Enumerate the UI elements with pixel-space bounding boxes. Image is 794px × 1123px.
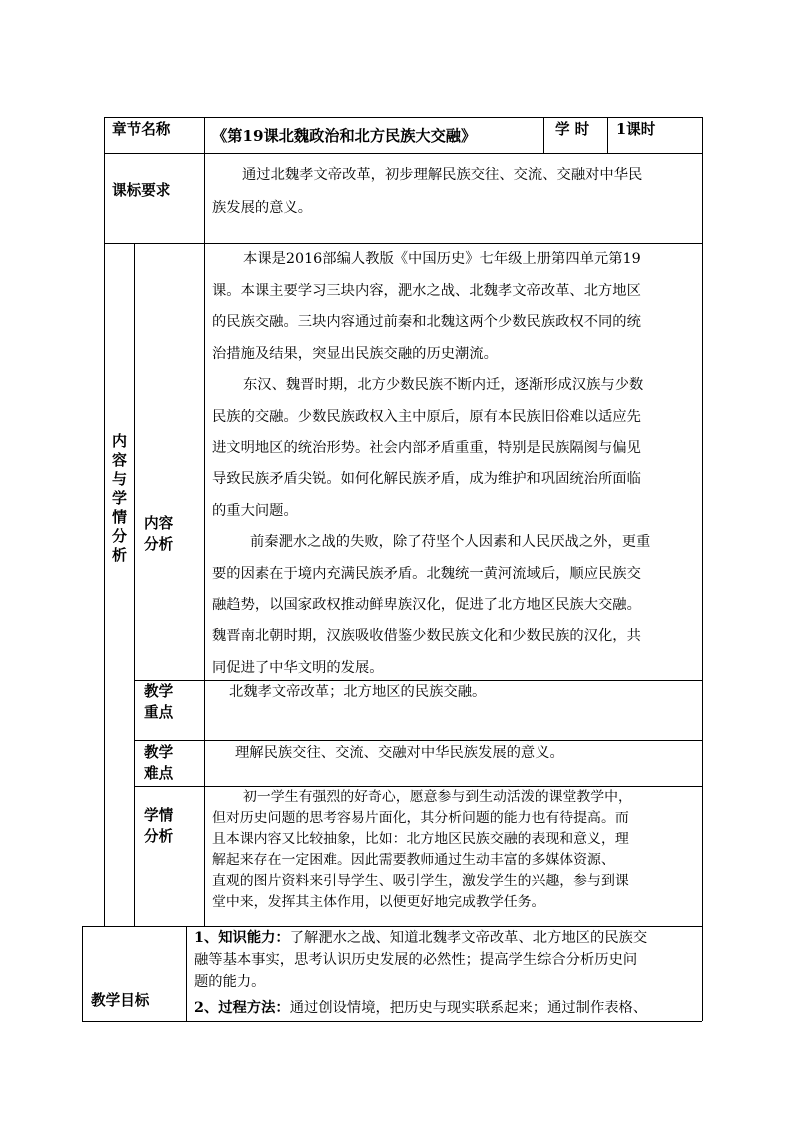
outer-label-char: 分 xyxy=(112,527,128,545)
content-line: 东汉、魏晋时期，北方少数民族不断内迁，逐渐形成汉族与少数 xyxy=(243,377,644,393)
difficulties-label-1: 教学 xyxy=(144,744,174,761)
objective-1-line: 融等基本事实，思考认识历史发展的必然性；提高学生综合分析历史问 xyxy=(194,952,638,968)
objective-2-heading: 2、过程方法： xyxy=(194,1000,290,1016)
outer-label-char: 学 xyxy=(112,489,128,507)
outer-label-char: 与 xyxy=(112,470,128,488)
key-points-label-1: 教学 xyxy=(144,683,174,700)
content-line: 课。本课主要学习三块内容，淝水之战、北魏孝文帝改革、北方地区 xyxy=(212,283,641,299)
content-line: 前秦淝水之战的失败，除了苻坚个人因素和人民厌战之外，更重 xyxy=(250,534,651,550)
rule-hours-mid xyxy=(607,117,608,153)
content-line: 要的因素在于境内充满民族矛盾。北魏统一黄河流域后，顺应民族交 xyxy=(212,566,641,582)
outer-label-char: 内 xyxy=(112,432,128,450)
standards-line-1: 通过北魏孝文帝改革，初步理解民族交往、交流、交融对中华民 xyxy=(242,167,643,183)
rule-top xyxy=(104,117,702,118)
content-label-2: 分析 xyxy=(144,536,174,553)
rule-analysis-bottom xyxy=(82,926,702,927)
content-line: 融趋势，以国家政权推动鲜卑族汉化，促进了北方地区民族大交融。 xyxy=(212,597,641,613)
content-line: 的民族交融。三块内容通过前秦和北魏这两个少数民族政权不同的统 xyxy=(212,314,641,330)
content-line: 魏晋南北朝时期，汉族吸收借鉴少数民族文化和少数民族的汉化，共 xyxy=(212,628,641,644)
content-line: 进文明地区的统治形势。社会内部矛盾重重，特别是民族隔阂与偏见 xyxy=(212,440,641,456)
objective-1-heading: 1、知识能力： xyxy=(194,930,290,946)
rule-objectives-col xyxy=(186,926,187,1021)
objective-1-line: 题的能力。 xyxy=(194,974,266,990)
content-line: 本课是2016部编人教版《中国历史》七年级上册第四单元第19 xyxy=(243,251,641,267)
rule-left-lower xyxy=(82,926,83,1021)
learners-line: 直观的图片资料来引导学生、吸引学生，激发学生的兴趣，参与到课 xyxy=(212,873,629,889)
rule-right xyxy=(702,117,703,1021)
rule-left-upper xyxy=(104,117,105,926)
key-points-text: 北魏孝文帝改革；北方地区的民族交融。 xyxy=(229,684,487,700)
learners-label-1: 学情 xyxy=(144,807,174,824)
chapter-label: 章节名称 xyxy=(112,121,171,138)
rule-label-col xyxy=(204,117,205,243)
standards-label: 课标要求 xyxy=(112,182,171,199)
learners-line: 且本课内容又比较抽象，比如：北方地区民族交融的表现和意义，理 xyxy=(212,831,629,847)
rule-analysis-text xyxy=(204,243,205,926)
content-line: 导致民族矛盾尖锐。如何化解民族矛盾，成为维护和巩固统治所面临 xyxy=(212,471,641,487)
objective-2-text: 通过创设情境，把历史与现实联系起来；通过制作表格、 xyxy=(289,1000,648,1016)
standards-line-2: 族发展的意义。 xyxy=(212,200,313,216)
outer-label-char: 情 xyxy=(112,508,128,526)
learners-line: 堂中来，发挥其主体作用，以便更好地完成教学任务。 xyxy=(212,894,546,910)
content-label-1: 内容 xyxy=(144,515,174,532)
rule-content-bottom xyxy=(134,680,702,681)
outer-label-char: 析 xyxy=(112,546,128,564)
objective-1-text: 了解淝水之战、知道北魏孝文帝改革、北方地区的民族交 xyxy=(289,930,648,946)
learners-label-2: 分析 xyxy=(144,828,174,845)
content-line: 同促进了中华文明的发展。 xyxy=(212,660,384,676)
objective-item-2 xyxy=(194,1000,647,1016)
key-points-label-2: 重点 xyxy=(144,704,174,721)
rule-hours-left xyxy=(543,117,544,153)
content-line: 民族的交融。少数民族政权入主中原后，原有本民族旧俗难以适应先 xyxy=(212,409,641,425)
rule-analysis-inner xyxy=(134,243,135,926)
analysis-outer-label xyxy=(112,432,128,565)
learners-line: 初一学生有强烈的好奇心，愿意参与到生动活泼的课堂教学中， xyxy=(243,789,632,805)
outer-label-char: 容 xyxy=(112,451,128,469)
learners-line: 解起来存在一定困难。因此需要教师通过生动丰富的多媒体资源、 xyxy=(212,852,615,868)
difficulties-label-2: 难点 xyxy=(144,765,174,782)
chapter-title: 《第19课北魏政治和北方民族大交融》 xyxy=(212,127,477,145)
objectives-label: 教学目标 xyxy=(91,992,150,1009)
rule-bottom xyxy=(82,1021,702,1022)
hours-label: 学 时 xyxy=(555,121,590,138)
content-line: 治措施及结果，突显出民族交融的历史潮流。 xyxy=(212,346,498,362)
hours-value: 1课时 xyxy=(616,121,656,138)
content-line: 的重大问题。 xyxy=(212,503,298,519)
objective-1-first-line xyxy=(194,930,647,946)
difficulties-text: 理解民族交往、交流、交融对中华民族发展的意义。 xyxy=(235,745,564,761)
rule-keypoints-bottom xyxy=(134,740,702,741)
rule-difficulties-bottom xyxy=(134,786,702,787)
rule-title-bottom xyxy=(104,153,702,154)
rule-standards-bottom xyxy=(104,243,702,244)
learners-line: 但对历史问题的思考容易片面化，其分析问题的能力也有待提高。而 xyxy=(212,810,629,826)
